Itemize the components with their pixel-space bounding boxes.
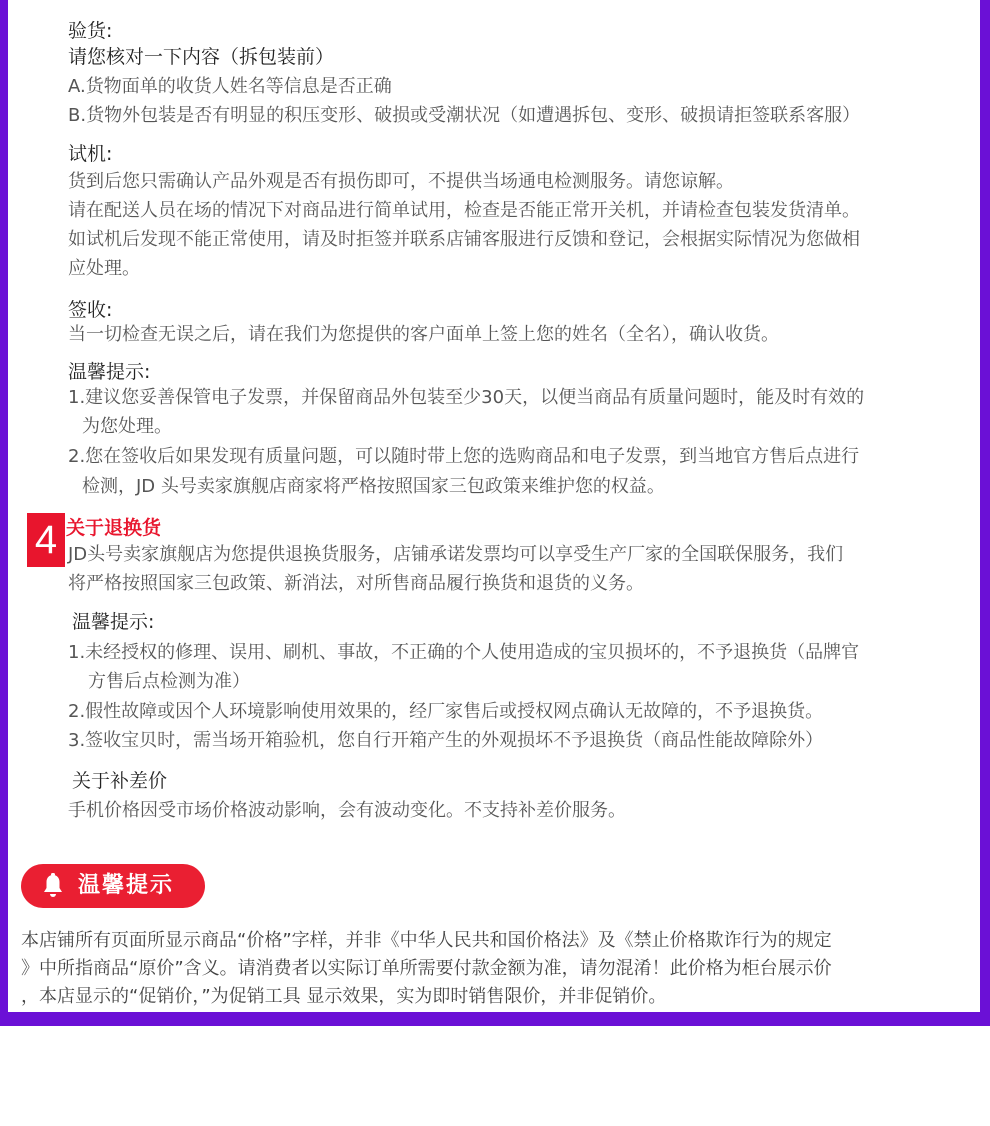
warm-tips-label: 温馨提示: [78, 873, 175, 898]
warm-tip-2a: 2.您在签收后如果发现有质量问题，可以随时带上您的选购商品和电子发票，到当地官方售后点进行: [68, 446, 860, 467]
notice-line-2: 》中所指商品“原价”含义。请消费者以实际订单所需要付款金额为准，请勿混淆！此价格为柜台展示价: [21, 958, 832, 979]
trial-line-3: 如试机后发现不能正常使用，请及时拒签并联系店铺客服进行反馈和登记，会根据实际情况为您做相: [68, 229, 860, 250]
warm-tip-1b: 为您处理。: [82, 416, 172, 437]
returns-line-1: JD头号卖家旗舰店为您提供退换货服务，店铺承诺发票均可以享受生产厂家的全国联保服务，我们: [68, 544, 844, 565]
returns-tip-1b: 方售后点检测为准）: [88, 671, 250, 692]
returns-tips-title: 温馨提示:: [72, 611, 155, 633]
inspect-line-b: B.货物外包装是否有明显的积压变形、破损或受潮状况（如遭遇拆包、变形、破损请拒签联系客服）: [68, 105, 861, 126]
policy-content: [8, 0, 980, 1012]
trial-title: 试机:: [68, 143, 113, 165]
trial-line-1: 货到后您只需确认产品外观是否有损伤即可，不提供当场通电检测服务。请您谅解。: [68, 171, 734, 192]
bell-icon: [41, 873, 65, 899]
returns-line-2: 将严格按照国家三包政策、新消法，对所售商品履行换货和退货的义务。: [68, 573, 644, 594]
price-diff-line-1: 手机价格因受市场价格波动影响，会有波动变化。不支持补差价服务。: [68, 800, 626, 821]
returns-tip-3: 3.签收宝贝时，需当场开箱验机，您自行开箱产生的外观损坏不予退换货（商品性能故障除外）: [68, 730, 824, 751]
inspect-title: 验货:: [68, 20, 113, 42]
returns-tip-1a: 1.未经授权的修理、误用、刷机、事故，不正确的个人使用造成的宝贝损坏的，不予退换货（品牌官: [68, 642, 860, 663]
trial-line-4: 应处理。: [68, 258, 140, 279]
warm-tip-2b: 检测，JD 头号卖家旗舰店商家将严格按照国家三包政策来维护您的权益。: [82, 476, 665, 497]
warm-tip-1a: 1.建议您妥善保管电子发票，并保留商品外包装至少30天，以便当商品有质量问题时，能及时有效的: [68, 387, 865, 408]
content-panel: [8, 0, 980, 1012]
inspect-subtitle: 请您核对一下内容（拆包装前）: [68, 46, 335, 68]
section-number-badge: 4: [27, 513, 65, 567]
warm-tips-banner: [21, 864, 205, 908]
returns-tip-2: 2.假性故障或因个人环境影响使用效果的，经厂家售后或授权网点确认无故障的，不予退换货。: [68, 701, 824, 722]
price-diff-title: 关于补差价: [72, 770, 168, 792]
notice-line-1: 本店铺所有页面所显示商品“价格”字样，并非《中华人民共和国价格法》及《禁止价格欺诈行为的规定: [21, 930, 832, 951]
notice-line-3: ，本店显示的“促销价，”为促销工具 显示效果，实为即时销售限价，并非促销价。: [21, 986, 667, 1007]
returns-title: 关于退换货: [66, 517, 162, 539]
trial-line-2: 请在配送人员在场的情况下对商品进行简单试用，检查是否能正常开关机，并请检查包装发货清单。: [68, 200, 860, 221]
inspect-line-a: A.货物面单的收货人姓名等信息是否正确: [68, 76, 392, 97]
warm-tips-title: 温馨提示:: [68, 361, 151, 383]
sign-title: 签收:: [68, 299, 113, 321]
sign-line-1: 当一切检查无误之后，请在我们为您提供的客户面单上签上您的姓名（全名），确认收货。: [68, 324, 779, 345]
